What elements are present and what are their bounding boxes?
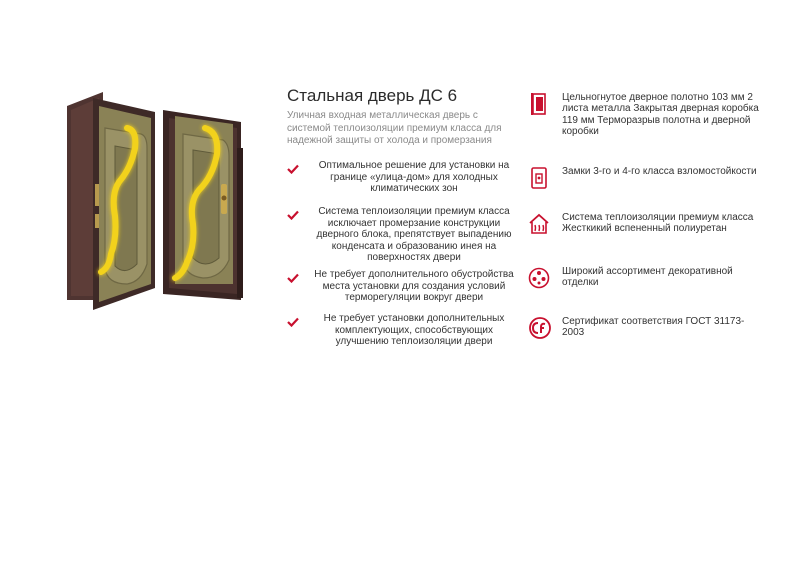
check-icon (287, 161, 299, 195)
feature-item (528, 212, 762, 235)
door-panel-icon (528, 92, 550, 114)
feature-text: Цельногнутое дверное полотно 103 мм 2 листа металла Закрытая дверная коробка 119 мм Терморазрыв полотна и дверной коробки (562, 92, 759, 138)
decor-icon (528, 266, 550, 288)
benefit-text: Оптимальное решение для установки на границе «улица-дом» для холодных климатических зон (318, 160, 510, 195)
benefit-text: Система теплоизоляции премиум класса исключает промерзание конструкции дверного блока, препятствует выпадению конденсата и образованию инея на поверхностях двери (316, 206, 512, 264)
benefit-text: Не требует дополнительного обустройства места установки для создания условий терморегуляции вокруг двери (314, 269, 514, 304)
right-door (163, 110, 243, 300)
benefit-text: Не требует установки дополнительных комплектующих, способствующих улучшению теплоизоляции двери (323, 313, 505, 348)
benefit-item (287, 206, 519, 264)
feature-text: Система теплоизоляции премиум класса Жесткикий вспененный полиуретан (562, 212, 754, 235)
product-subtitle: Уличная входная металлическая дверь с системой теплоизоляции премиум класса для надежной защиты от холода и промерзания (287, 110, 502, 146)
feature-text: Сертификат соответствия ГОСТ 31173-2003 (562, 316, 745, 339)
feature-item (528, 316, 762, 339)
benefit-item (287, 313, 519, 348)
feature-text: Широкий ассортимент декоративной отделки (562, 266, 733, 289)
feature-text: Замки 3-го и 4-го класса взломостойкости (562, 166, 757, 177)
door-illustration (55, 88, 270, 320)
check-icon (287, 207, 299, 264)
lock-icon (528, 166, 550, 188)
check-icon (287, 314, 299, 348)
certificate-icon (528, 316, 550, 338)
benefit-item (287, 160, 519, 195)
product-title: Стальная дверь ДС 6 (287, 86, 458, 105)
feature-item (528, 166, 762, 188)
check-icon (287, 270, 299, 304)
left-door (67, 92, 155, 310)
benefit-item (287, 269, 519, 304)
feature-item (528, 92, 762, 138)
feature-item (528, 266, 762, 289)
house-insulation-icon (528, 212, 550, 234)
